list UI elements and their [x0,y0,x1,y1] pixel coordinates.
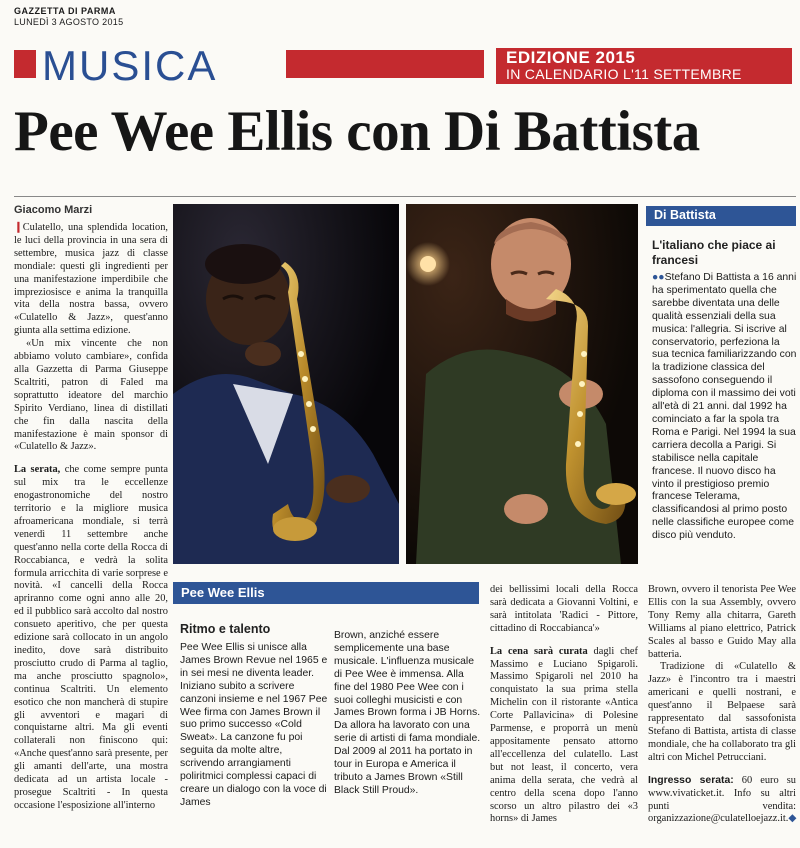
paragraph-text: che come sempre punta sul mix tra le eccellenze enogastronomiche del nostro territorio e la migliore musica afroamericana mondiale, si terrà venerdì 11 settembre anche quest'anno nella corte della Rocca di Roccabianca, e vedrà la solita formula arricchita di varie sorprese e novità. «I cancelli della Rocca apriranno come ogni anno alle 20, ed il pubblico sarà accolto dal nostro consueto aperitivo, che per questa edizione sarà collocato in un angolo inedito, dove sarà distribuito prosciutto crudo di Parma al taglio, ma anche prosciutto spagnolo», continua Scaltriti. Un elemento esotico che non mancherà di stupire gli avventori e magari di conquistarne altri. Ma gli eventi collaterali non finiscono qui: «Anche quest'anno sarà presente, per gli amanti dell'arte, una mostra dedicata ad un artista locale - prosegue Scaltriti - In questa occasione l'esposizione all'interno [14,464,168,811]
article-column-4 [490,584,638,826]
issue-date: LUNEDÌ 3 AGOSTO 2015 [14,17,124,27]
masthead [14,6,123,28]
paragraph-lead: Ingresso serata: [648,774,734,786]
paragraph-lead: La cena sarà curata [490,645,588,657]
paragraph-lead: La serata, [14,464,61,476]
saxophonist-illustration [173,204,399,564]
section-bar-red-left [14,50,36,78]
article-paragraph: dei bellissimi locali della Rocca sarà dedicata a Giovanni Voltini, e sarà intitolata 'Radici - Pittore, cittadino di Roccabianca'» [490,584,638,634]
paragraph-text: Culatello, una splendida location, le luci della provincia in una sera di settembre, musica jazz di classe mondiale: questi gli ingredienti per una manifestazione imperdibile che impreziosisce e anima la tranquilla vita della nostra bassa, ovvero «Culatello & Jazz», quest'anno giunta alla settima edizione. [14,222,168,337]
article-paragraph: Brown, ovvero il tenorista Pee Wee Ellis con la sua Assembly, ovvero Tony Remy alla chitarra, Gareth Williams al piano elettrico, Patrick Scales al basso e Guido May alla batteria. [648,584,796,660]
end-mark-icon: ◆ [788,813,797,825]
byline: Giacomo Marzi [14,204,93,216]
sidebar-body [652,272,797,543]
section-bar [14,42,484,89]
article-paragraph: «Un mix vincente che non abbiamo voluto cambiare», confida alla Gazzetta di Parma Giuseppe Scaltriti, patron di Faled ma soprattutto ideatore del marchio Spirito Verdiano, linea di distillati che fin dalla nascita della manifestazione è main sponsor di «Culatello & Jazz». [14,338,168,453]
photo-di-battista [406,204,638,564]
sidebar-header: Di Battista [646,206,796,226]
edition-title: EDIZIONE 2015 [506,48,636,67]
article-paragraph: Tradizione di «Culatello & Jazz» è l'incontro tra i maestri americani e quelli nostrani, e quest'anno il Belpaese sarà rappresentato dal sassofonista Stefano di Battista, artista di classe mondiale, che ha collaborato tra gli altri con Michel Petrucciani. [648,661,796,763]
section-title: MUSICA [42,42,218,89]
sidebar-title: L'italiano che piace ai francesi [652,238,776,267]
pee-wee-box-column-b: Brown, anziché essere semplicemente una base musicale. L'influenza musicale di Pee Wee è immensa. Alla fine del 1980 Pee Wee con i suoi colleghi musicisti e con James Brown forma i JB Horns. Da allora ha lavorato con una serie di artisti di fama mondiale. Dal 2009 al 2011 ha portato in tour in Europa e America il tributo a James Brown «Still Black Still Proud». [334,630,481,796]
edition-date: IN CALENDARIO L'11 SETTEMBRE [506,66,742,82]
photo-pee-wee-ellis [173,204,399,564]
edition-banner [496,48,792,84]
sidebar-text: Stefano Di Battista a 16 anni ha sperimentato quella che sarebbe diventata una delle qualità essenziali della sua musica: l'allegria. Si iscrive al conservatorio, perfeziona la sua tecnica familiarizzando con la tradizione classica del sassofono conseguendo il diploma con il massimo dei voti all'età di 21 anni. dal 1992 ha cominciato a far la spola tra Roma e Parigi. Nel 1994 la sua carriera decolla a Parigi. Si stabilisce nella capitale francese. Il nuovo disco ha vinto il prestigioso premio francese Telerama, classificandosi al primo posto nelle classifiche europee come disco più venduto. [652,272,797,542]
newspaper-name: GAZZETTA DI PARMA [14,6,116,16]
paragraph-text: 60 euro su www.vivaticket.it. Info su altri punti vendita: organizzazione@culatelloejazz.it. [648,774,796,825]
pee-wee-box-column-a: Pee Wee Ellis si unisce alla James Brown Revue nel 1965 e in sei mesi ne diventa leader. Iniziano subito a scrivere canzoni insieme e nel 1967 Pee Wee firma con James Brown il suo primo successo «Cold Sweat». La canzone fu poi seguita da molte altre, scrivendo arrangiamenti poliritmici complessi capaci di creare un dialogo con la voce di James [180,642,328,808]
paragraph-text: dagli chef Massimo e Luciano Spigaroli. Massimo Spigaroli nel 2010 ha conquistato la sua prima stella Michelin con il ristorante «Antica Corte Pallavicina» di Polesine Parmense, e proporrà un menù appositamente pensato attorno all'eccellenza del culatello. Last but not least, il concerto, vera anima della serata, che vedrà al centro della scena dopo l'anno scorso un altro pilastro dei «3 horns» di James [490,645,638,825]
article-paragraph [14,464,168,812]
article-paragraph [14,222,168,338]
paragraph-marker-icon: ❙ [14,222,23,233]
saxophonist-illustration [406,204,638,564]
headline: Pee Wee Ellis con Di Battista [14,100,700,163]
section-bar-red-right [286,50,484,78]
article-column-1 [14,222,168,813]
headline-rule [14,196,796,197]
pee-wee-box-header: Pee Wee Ellis [173,582,479,604]
article-column-5 [648,584,796,826]
article-paragraph [490,646,638,827]
article-paragraph [648,775,796,827]
pee-wee-box-title: Ritmo e talento [180,622,271,636]
bullet-dots-icon: ●● [652,272,665,283]
